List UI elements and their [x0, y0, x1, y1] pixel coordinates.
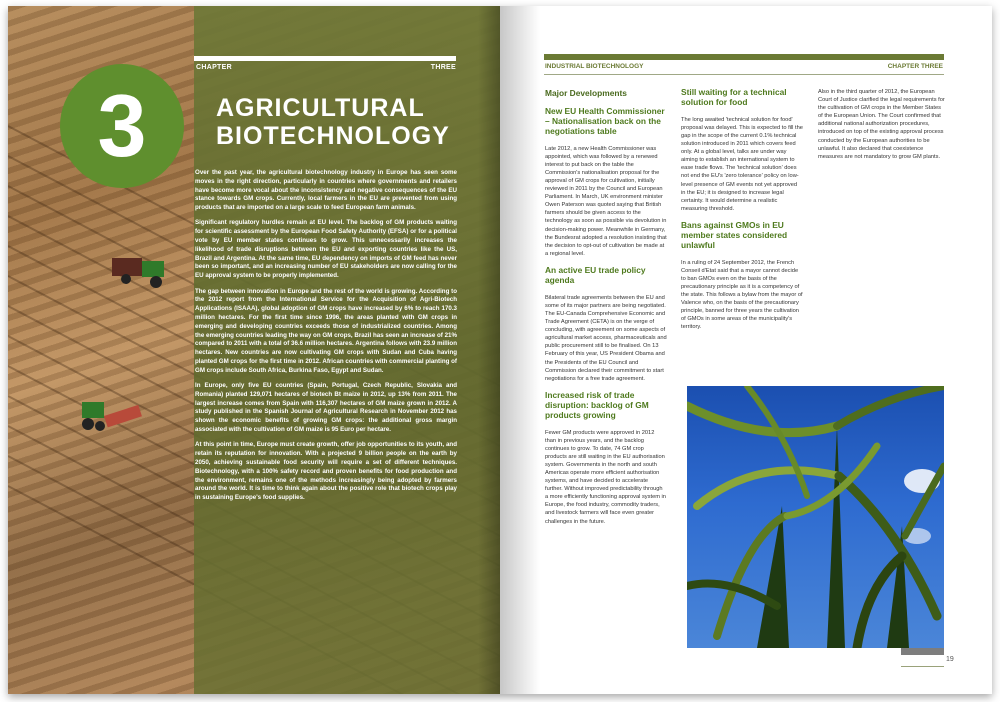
column-2	[681, 88, 803, 340]
left-paragraph: Significant regulatory hurdles remain at EU level. The backlog of GM products waiting for scientific assessment by the European Food Safety Authority (EFSA) or for a political vote by EU member states continues to grow. This unnecessarily increases the likelihood of trade disruptions between the EU and exporting countries like the US, Brazil and Argentina. At the same time, EU dependency on imports of GM feed has never been so important, and an increasing number of EU stakeholders are now calling for the EU approval system to be properly implemented.	[195, 219, 457, 280]
subheading: Increased risk of trade disruption: backlog of GM products growing	[545, 389, 649, 420]
right-gutter-shadow	[500, 6, 540, 694]
left-paragraph: At this point in time, Europe must create growth, offer job opportunities to its youth, and retain its reputation for innovation. With a projected 9 billion people on the earth by 2050, achieving sustainable food security will require a set of different techniques. Biotechnology, with a 100% safety record and proven benefits for food production and the environment, remains one of the methods increasingly being adopted by farmers around the world. It is time to think again about the positive role that biotech crops play in sustaining Europe's food supplies.	[195, 441, 457, 502]
header-bar	[544, 54, 944, 60]
paragraph: The long awaited 'technical solution for food' proposal was delayed. This is expected to fill the gap in the scope of the current 0.1% technical solution introduced in 2011 which covers feed only. At a global level, talks are under way aiming to establish an international system to ease trade flows. The 'technical solution' does not end the EU's 'zero tolerance' policy on low-level presence of GM events not yet approved in the EU; it is designed to increase legal certainty. It would determine a realistic measuring threshold.	[681, 116, 803, 212]
subheading: New EU Health Commissioner – Nationalisation back on the negotiations table	[545, 105, 665, 136]
subheading: Bans against GMOs in EU member states considered unlawful	[681, 219, 788, 250]
left-body-text	[195, 169, 457, 509]
chapter-word: THREE	[430, 64, 456, 71]
paragraph: In a ruling of 24 September 2012, the French Conseil d'Etat said that a mayor cannot decide to ban GMOs even on the basis of the precautionary principle as it is a competency of the state. This follows a bylaw from the mayor of Valence who, on the basis of the precautionary principle, banned for three years the cultivation of GMOs in some areas of the municipality's territory.	[681, 259, 803, 331]
chapter-label: CHAPTER	[196, 64, 232, 71]
column-3	[818, 88, 946, 169]
left-gutter-shadow	[478, 6, 500, 694]
paragraph: Also in the third quarter of 2012, the European Court of Justice clarified the legal requirements for the cultivation of GM crops in the Member States of the European Union. The Court confirmed that additional national authorization procedures, introduced on top of the existing approval process conducted by the European authorities to be unlawful. It also declared that coexistence measures are not mandatory to grow GM plants.	[818, 89, 945, 160]
paragraph: Late 2012, a new Health Commissioner was appointed, which was followed by a renewed interest to put back on the table the Commission's nationalisation proposal for the approval of GM crops for cultivation, initially reviewed in 2011 by the Council and European Parliament. In March, UK environment minister Owen Paterson was quoted saying that British farmers should be given access to the technology as soon as possible via devolution in decision-making power. Meanwhile in Germany, the Bundesrat adopted a resolution insisting that the decision to opt-out of cultivation be made at a regional level.	[545, 145, 667, 257]
chapter-number-badge	[60, 64, 184, 188]
kicker: Major Developments	[545, 88, 627, 98]
column-1	[545, 88, 667, 534]
header-rule	[544, 74, 944, 75]
page-number: 19	[946, 656, 954, 663]
chapter-label-right: CHAPTER THREE	[887, 63, 943, 70]
chapter-bar	[194, 56, 456, 61]
maize-photo	[687, 386, 944, 648]
tractor-bottom	[82, 402, 142, 431]
section-label: INDUSTRIAL BIOTECHNOLOGY	[545, 63, 644, 70]
paragraph: Bilateral trade agreements between the EU and some of its major partners are being negotiated. The EU-Canada Comprehensive Economic and Trade Agreement (CETA) is on the verge of concluding, with agreement on some aspects of agricultural market access, pharmaceuticals and public procurement still to be finalised. On 13 February of this year, US President Obama and the Presidents of the EU Council and Commission declared their commitment to start negotiations for a free trade agreement.	[545, 294, 667, 382]
paragraph: Fewer GM products were approved in 2012 than in previous years, and the backlog continues to grow. To date, 74 GM crop products are still waiting in the EU authorisation system. Governments in the north and south Americas operate more efficient authorisation systems, and have decided to accelerate further. Without improved predictability through a more efficiently functioning approval system in Europe, the food industry, commodity traders, and livestock farmers will face even greater challenges in the future.	[545, 429, 666, 525]
left-paragraph: The gap between innovation in Europe and the rest of the world is growing. According to the 2012 report from the International Service for the Acquisition of Agri-Biotech Applications (ISAAA), global adoption of GM crops have increased by 6% to reach 170.3 million hectares. For the first time since 1996, the areas planted with GM crops in emerging and developing countries exceeds those of industrialized countries. Among the emerging countries leading the way on GM crops, Brazil has seen an increase of 21% compared to 2011 with a total of 36.6 million hectares. Argentina follows with 23.9 million hectares. New countries are now cultivating GM crops with Sudan and Cuba having planted GM crops for the first time in 2012. African countries with commercial planting of GM crops include South Africa, Burkina Faso, Egypt and Sudan.	[195, 287, 457, 374]
left-paragraph: In Europe, only five EU countries (Spain, Portugal, Czech Republic, Slovakia and Romania) planted 129,071 hectares of biotech Bt maize in 2012, up 13% from 2011. The largest increase comes from Spain with 116,307 hectares of GM maize grown in 2012. A study published in the Spanish Journal of Agricultural Research in November 2012 has shown the economic benefits of growing GM crops: the additional gross margin associated with the cultivation of GM maize is 95 Euro per hectare.	[195, 382, 457, 434]
page-rule	[901, 666, 944, 667]
chapter-number: 3	[97, 76, 147, 175]
right-page	[500, 6, 992, 694]
chapter-title-line2: BIOTECHNOLOGY	[216, 122, 450, 150]
left-page	[8, 6, 500, 694]
page-tab	[901, 648, 944, 655]
running-header	[545, 63, 943, 70]
chapter-header	[196, 64, 456, 71]
chapter-title-line1: AGRICULTURAL	[216, 94, 425, 122]
chapter-title	[216, 94, 456, 150]
tractor-top	[112, 258, 164, 288]
left-paragraph: Over the past year, the agricultural biotechnology industry in Europe has seen some moves in the right direction, particularly in countries where governments and retailers have become more vocal about the inconsistency and negative consequences of the EU stance towards GM crops. Currently, local farmers in the EU are prevented from using products that are imported on a large scale to feed European farm animals.	[195, 169, 457, 212]
subheading: An active EU trade policy agenda	[545, 264, 646, 285]
magazine-spread	[8, 6, 992, 694]
subheading: Still waiting for a technical solution for food	[681, 87, 787, 107]
